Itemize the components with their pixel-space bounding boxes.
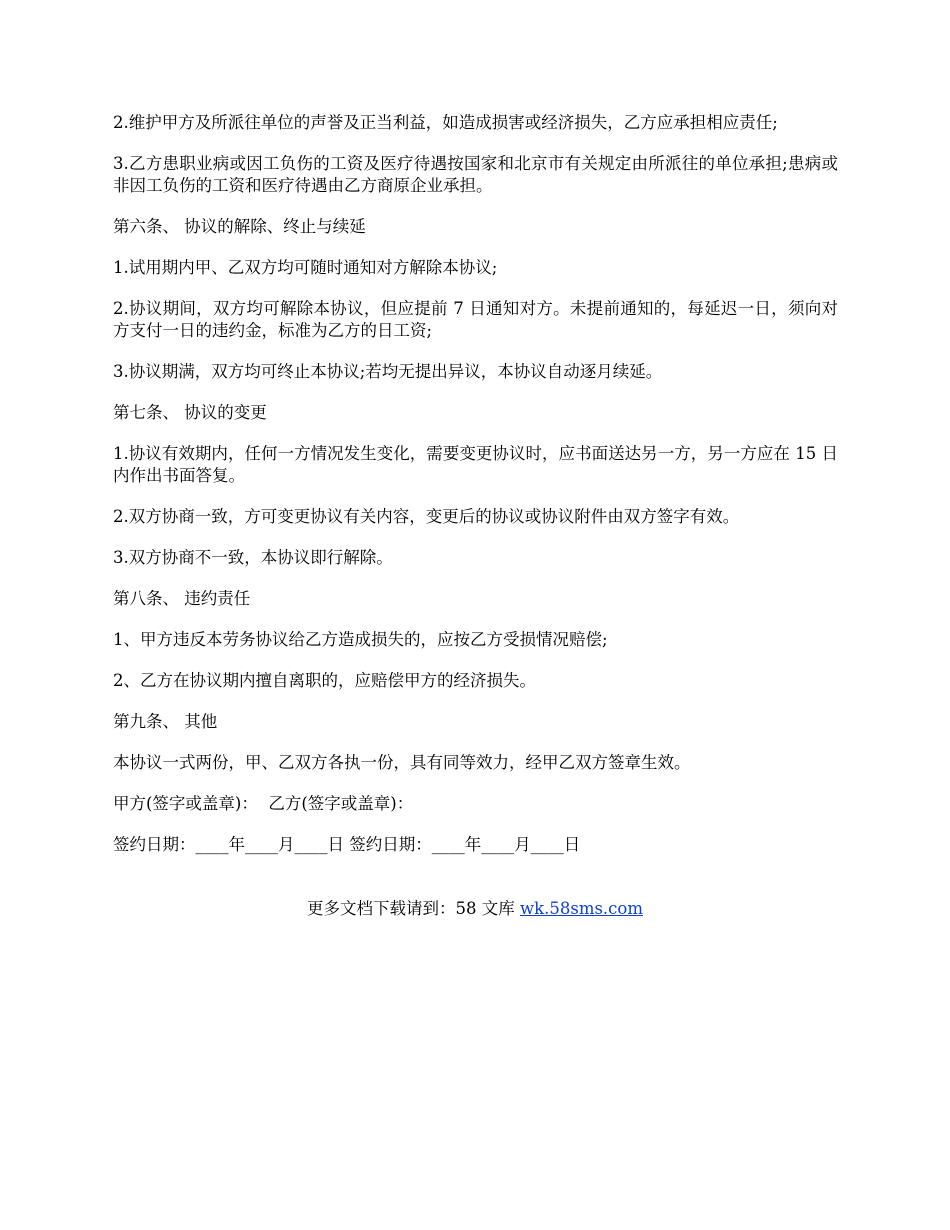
clause-6-item-1: 1.试用期内甲、乙双方均可随时通知对方解除本协议; xyxy=(113,258,498,277)
document-body xyxy=(113,112,838,875)
article-8-heading: 第八条、 违约责任 xyxy=(113,589,251,608)
clause-6-item-2: 2.协议期间，双方均可解除本协议，但应提前 7 日通知对方。未提前通知的，每延迟一日，须向对方支付一日的违约金，标准为乙方的日工资; xyxy=(113,299,838,340)
footer-link[interactable]: wk.58sms.com xyxy=(519,899,643,918)
clause-6-item-3: 3.协议期满，双方均可终止本协议;若均无提出异议，本协议自动逐月续延。 xyxy=(113,362,663,381)
clause-9-text: 本协议一式两份，甲、乙双方各执一份，具有同等效力，经甲乙双方签章生效。 xyxy=(113,753,691,772)
clause-7-item-1: 1.协议有效期内，任何一方情况发生变化，需要变更协议时，应书面送达另一方，另一方应在 15 日内作出书面答复。 xyxy=(113,444,838,485)
clause-5-item-2: 2.维护甲方及所派往单位的声誉及正当利益，如造成损害或经济损失，乙方应承担相应责任; xyxy=(113,113,778,132)
article-9-heading: 第九条、 其他 xyxy=(113,712,218,731)
clause-7-item-3: 3.双方协商不一致，本协议即行解除。 xyxy=(113,548,393,567)
signature-line: 甲方(签字或盖章)： 乙方(签字或盖章)： xyxy=(113,794,414,813)
clause-8-item-1: 1、甲方违反本劳务协议给乙方造成损失的，应按乙方受损情况赔偿; xyxy=(113,630,608,649)
clause-8-item-2: 2、乙方在协议期内擅自离职的，应赔偿甲方的经济损失。 xyxy=(113,671,536,690)
signing-date-line: 签约日期：____年____月____日 签约日期：____年____月____日 xyxy=(113,835,581,854)
article-6-heading: 第六条、 协议的解除、终止与续延 xyxy=(113,217,366,236)
clause-7-item-2: 2.双方协商一致，方可变更协议有关内容，变更后的协议或协议附件由双方签字有效。 xyxy=(113,507,740,526)
article-7-heading: 第七条、 协议的变更 xyxy=(113,403,267,422)
footer-download-note xyxy=(0,898,950,920)
footer-text: 更多文档下载请到：58 文库 xyxy=(306,899,520,918)
clause-5-item-3: 3.乙方患职业病或因工负伤的工资及医疗待遇按国家和北京市有关规定由所派往的单位承担;患病或非因工负伤的工资和医疗待遇由乙方商原企业承担。 xyxy=(113,154,838,195)
